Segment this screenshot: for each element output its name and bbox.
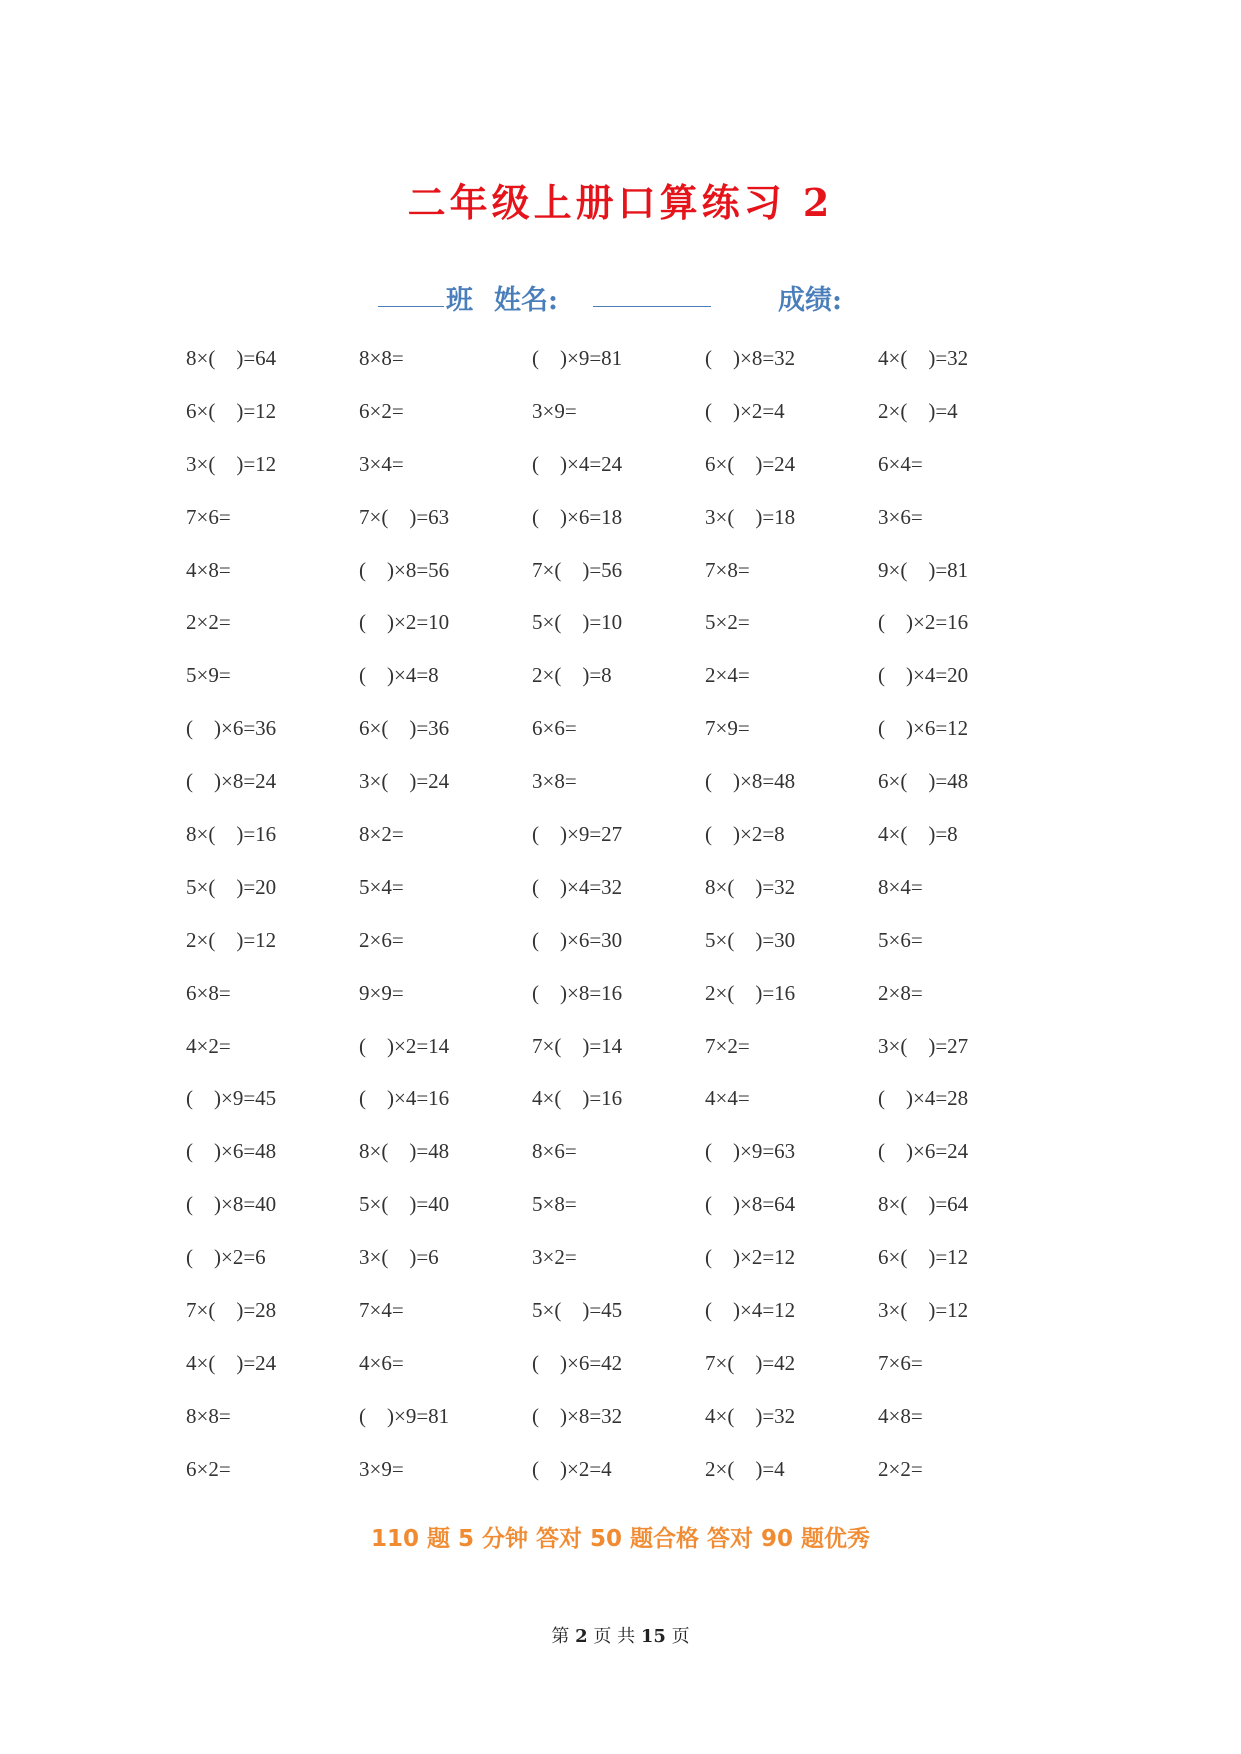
problem-item: ( )×4=24 <box>532 451 623 476</box>
problem-item: 2×( )=12 <box>186 927 277 952</box>
footer-prefix: 第 <box>551 1626 570 1647</box>
problem-item: 3×8= <box>532 769 577 794</box>
problem-row <box>186 502 1086 555</box>
problem-item: 6×( )=24 <box>705 451 796 476</box>
problem-item: 2×8= <box>878 980 923 1005</box>
problem-item: 5×( )=30 <box>705 927 796 952</box>
problem-item: 7×6= <box>186 504 231 529</box>
problem-row <box>186 1189 1086 1242</box>
problem-item: 3×2= <box>532 1245 577 1270</box>
problem-item: 7×6= <box>878 1350 923 1375</box>
footer-total-pages: 15 <box>640 1626 666 1647</box>
problem-item: 6×8= <box>186 980 231 1005</box>
problem-item: 7×( )=63 <box>359 504 450 529</box>
problem-row <box>186 660 1086 713</box>
problem-item: 4×( )=32 <box>878 346 969 370</box>
problem-item: ( )×6=36 <box>186 716 277 741</box>
problem-item: ( )×8=16 <box>532 980 623 1005</box>
problem-item: ( )×2=16 <box>878 610 969 635</box>
problem-item: 5×2= <box>705 610 750 635</box>
problem-item: ( )×6=24 <box>878 1139 969 1164</box>
problem-item: ( )×8=40 <box>186 1192 277 1217</box>
problem-row <box>186 713 1086 766</box>
problem-item: ( )×4=16 <box>359 1086 450 1111</box>
problem-item: 4×( )=32 <box>705 1403 796 1428</box>
problem-row <box>186 1031 1086 1084</box>
problem-item: 8×( )=48 <box>359 1139 450 1164</box>
problem-item: ( )×4=20 <box>878 663 969 688</box>
problem-item: 5×( )=20 <box>186 874 277 899</box>
problem-item: ( )×2=4 <box>532 1456 612 1481</box>
problem-item: 7×( )=42 <box>705 1350 796 1375</box>
problem-item: 7×2= <box>705 1033 750 1058</box>
problem-item: ( )×2=6 <box>186 1245 266 1270</box>
problem-item: ( )×8=56 <box>359 557 450 582</box>
problem-item: 2×6= <box>359 927 404 952</box>
problem-item: ( )×6=30 <box>532 927 623 952</box>
problem-item: 4×6= <box>359 1350 404 1375</box>
problem-item: 8×2= <box>359 822 404 847</box>
problem-row <box>186 1454 1086 1507</box>
problem-item: 2×4= <box>705 663 750 688</box>
problem-item: ( )×8=48 <box>705 769 796 794</box>
problem-item: ( )×2=10 <box>359 610 450 635</box>
problem-item: 4×( )=8 <box>878 822 958 847</box>
problem-row <box>186 1348 1086 1401</box>
problem-item: 4×( )=24 <box>186 1350 277 1375</box>
problem-item: ( )×8=64 <box>705 1192 796 1217</box>
problem-item: 3×6= <box>878 504 923 529</box>
problem-item: 6×( )=36 <box>359 716 450 741</box>
problem-row <box>186 1083 1086 1136</box>
footer-mid: 页 共 <box>593 1626 636 1647</box>
class-label: 班 <box>446 285 473 316</box>
problem-item: 8×4= <box>878 874 923 899</box>
problem-row <box>186 607 1086 660</box>
problem-item: ( )×8=32 <box>532 1403 623 1428</box>
problem-item: ( )×9=63 <box>705 1139 796 1164</box>
problem-item: 8×( )=16 <box>186 822 277 847</box>
problem-item: 8×8= <box>186 1403 231 1428</box>
problem-item: 3×4= <box>359 451 404 476</box>
problem-item: 6×( )=48 <box>878 769 969 794</box>
problem-row <box>186 766 1086 819</box>
problem-item: 4×8= <box>186 557 231 582</box>
problem-item: 7×8= <box>705 557 750 582</box>
problem-row <box>186 1136 1086 1189</box>
problem-grid <box>186 343 1086 1507</box>
problem-item: 4×4= <box>705 1086 750 1111</box>
problem-item: ( )×8=24 <box>186 769 277 794</box>
problem-item: ( )×4=8 <box>359 663 439 688</box>
problem-item: 5×( )=10 <box>532 610 623 635</box>
problem-item: ( )×9=81 <box>359 1403 450 1428</box>
problem-item: ( )×2=4 <box>705 398 785 423</box>
problem-item: ( )×4=32 <box>532 874 623 899</box>
problem-item: 4×( )=16 <box>532 1086 623 1111</box>
problem-item: 2×2= <box>186 610 231 635</box>
problem-row <box>186 1295 1086 1348</box>
worksheet-title: 二年级上册口算练习 2 <box>407 180 834 225</box>
problem-item: 2×( )=8 <box>532 663 612 688</box>
problem-item: ( )×6=12 <box>878 716 969 741</box>
footer-page-number: 2 <box>575 1626 588 1647</box>
problem-item: 9×9= <box>359 980 404 1005</box>
problem-item: 4×8= <box>878 1403 923 1428</box>
problem-item: 3×( )=6 <box>359 1245 439 1270</box>
problem-item: 5×4= <box>359 874 404 899</box>
problem-item: 7×( )=56 <box>532 557 623 582</box>
student-info-row <box>0 276 1241 316</box>
problem-item: 5×9= <box>186 663 231 688</box>
problem-item: 5×( )=45 <box>532 1298 623 1323</box>
problem-item: 8×( )=64 <box>878 1192 969 1217</box>
problem-item: 7×( )=14 <box>532 1033 623 1058</box>
problem-item: 2×( )=4 <box>705 1456 785 1481</box>
problem-item: 4×2= <box>186 1033 231 1058</box>
problem-row <box>186 555 1086 608</box>
problem-item: ( )×2=8 <box>705 822 785 847</box>
problem-item: ( )×4=28 <box>878 1086 969 1111</box>
name-blank[interactable] <box>593 276 711 307</box>
problem-item: 6×6= <box>532 716 577 741</box>
footer-suffix: 页 <box>671 1626 690 1647</box>
problem-item: ( )×8=32 <box>705 346 796 370</box>
problem-item: ( )×6=42 <box>532 1350 623 1375</box>
problem-item: 9×( )=81 <box>878 557 969 582</box>
problem-row <box>186 819 1086 872</box>
problem-item: 5×6= <box>878 927 923 952</box>
problem-item: ( )×6=48 <box>186 1139 277 1164</box>
problem-row <box>186 449 1086 502</box>
score-label: 成绩: <box>778 285 842 316</box>
problem-item: ( )×2=14 <box>359 1033 450 1058</box>
problem-row <box>186 872 1086 925</box>
problem-item: ( )×6=18 <box>532 504 623 529</box>
problem-item: 6×2= <box>359 398 404 423</box>
problem-item: 6×4= <box>878 451 923 476</box>
problem-item: 7×4= <box>359 1298 404 1323</box>
problem-item: 3×( )=18 <box>705 504 796 529</box>
problem-item: 3×9= <box>532 398 577 423</box>
problem-item: 2×2= <box>878 1456 923 1481</box>
problem-item: 3×( )=24 <box>359 769 450 794</box>
problem-item: ( )×9=45 <box>186 1086 277 1111</box>
problem-item: 3×( )=12 <box>878 1298 969 1323</box>
problem-item: 5×8= <box>532 1192 577 1217</box>
problem-item: 7×9= <box>705 716 750 741</box>
problem-item: 7×( )=28 <box>186 1298 277 1323</box>
problem-item: ( )×9=81 <box>532 346 623 370</box>
problem-row <box>186 396 1086 449</box>
problem-row <box>186 1242 1086 1295</box>
problem-item: 8×( )=32 <box>705 874 796 899</box>
problem-item: 8×8= <box>359 346 404 370</box>
problem-row <box>186 978 1086 1031</box>
name-label: 姓名: <box>494 285 558 316</box>
problem-row <box>186 343 1086 396</box>
problem-row <box>186 925 1086 978</box>
problem-item: 3×( )=12 <box>186 451 277 476</box>
problem-item: 5×( )=40 <box>359 1192 450 1217</box>
class-blank[interactable] <box>378 276 444 307</box>
problem-row <box>186 1401 1086 1454</box>
scoring-rule: 110 题 5 分钟 答对 50 题合格 答对 90 题优秀 <box>370 1526 871 1552</box>
problem-item: 8×6= <box>532 1139 577 1164</box>
problem-item: ( )×9=27 <box>532 822 623 847</box>
problem-item: 3×9= <box>359 1456 404 1481</box>
problem-item: 3×( )=27 <box>878 1033 969 1058</box>
problem-item: 2×( )=4 <box>878 398 958 423</box>
problem-item: ( )×2=12 <box>705 1245 796 1270</box>
problem-item: 6×( )=12 <box>186 398 277 423</box>
page-footer <box>0 1622 1241 1648</box>
problem-item: 6×( )=12 <box>878 1245 969 1270</box>
problem-item: 2×( )=16 <box>705 980 796 1005</box>
problem-item: 6×2= <box>186 1456 231 1481</box>
problem-item: 8×( )=64 <box>186 346 277 370</box>
problem-item: ( )×4=12 <box>705 1298 796 1323</box>
